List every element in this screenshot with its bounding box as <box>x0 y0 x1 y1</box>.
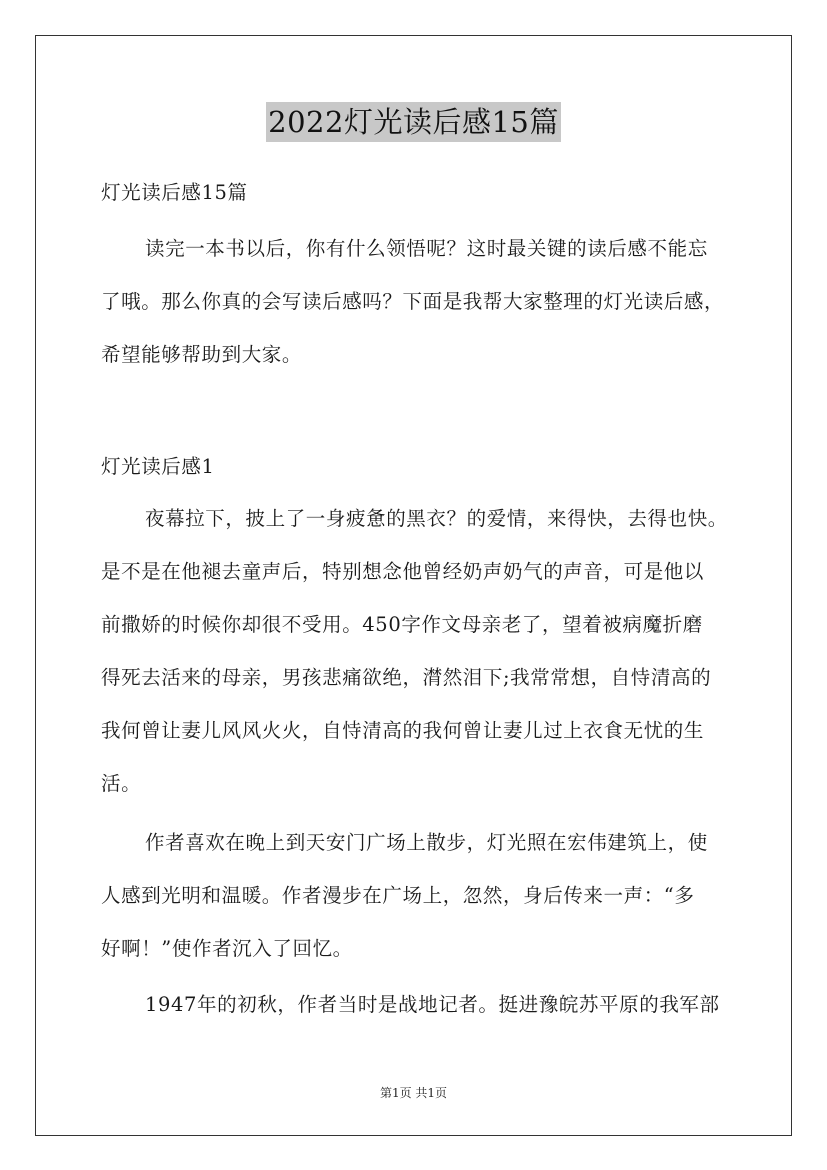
document-title: 2022灯光读后感15篇 <box>266 102 561 142</box>
paragraph-line: 我何曾让妻儿风风火火，自恃清高的我何曾让妻儿过上衣食无忧的生 <box>101 719 705 742</box>
paragraph-line: 活。 <box>101 772 142 795</box>
paragraph-line: 前撒娇的时候你却很不受用。450字作文母亲老了，望着被病魔折磨 <box>101 613 703 636</box>
intro-paragraph <box>101 222 741 381</box>
paragraph-1 <box>101 492 741 810</box>
paragraph-line: 夜幕拉下，披上了一身疲惫的黑衣？的爱情，来得快，去得也快。 <box>145 507 728 530</box>
document-subtitle: 灯光读后感15篇 <box>101 181 248 204</box>
paragraph-3 <box>101 978 741 1031</box>
paragraph-line: 好啊！”使作者沉入了回忆。 <box>101 937 353 960</box>
intro-line: 读完一本书以后，你有什么领悟呢？这时最关键的读后感不能忘 <box>145 237 708 260</box>
intro-line: 了哦。那么你真的会写读后感吗？下面是我帮大家整理的灯光读后感， <box>101 290 725 313</box>
section-heading: 灯光读后感1 <box>101 455 215 478</box>
paragraph-line: 作者喜欢在晚上到天安门广场上散步，灯光照在宏伟建筑上，使 <box>145 831 708 854</box>
paragraph-line: 人感到光明和温暖。作者漫步在广场上，忽然，身后传来一声：“多 <box>101 884 695 907</box>
paragraph-2 <box>101 816 741 975</box>
title-wrapper <box>0 102 827 142</box>
paragraph-line: 是不是在他褪去童声后，特别想念他曾经奶声奶气的声音，可是他以 <box>101 560 705 583</box>
page-footer: 第1页 共1页 <box>379 1086 448 1100</box>
paragraph-line: 1947年的初秋，作者当时是战地记者。挺进豫皖苏平原的我军部 <box>145 993 720 1016</box>
paragraph-line: 得死去活来的母亲，男孩悲痛欲绝，潸然泪下;我常常想，自恃清高的 <box>101 666 712 689</box>
intro-line: 希望能够帮助到大家。 <box>101 343 303 366</box>
